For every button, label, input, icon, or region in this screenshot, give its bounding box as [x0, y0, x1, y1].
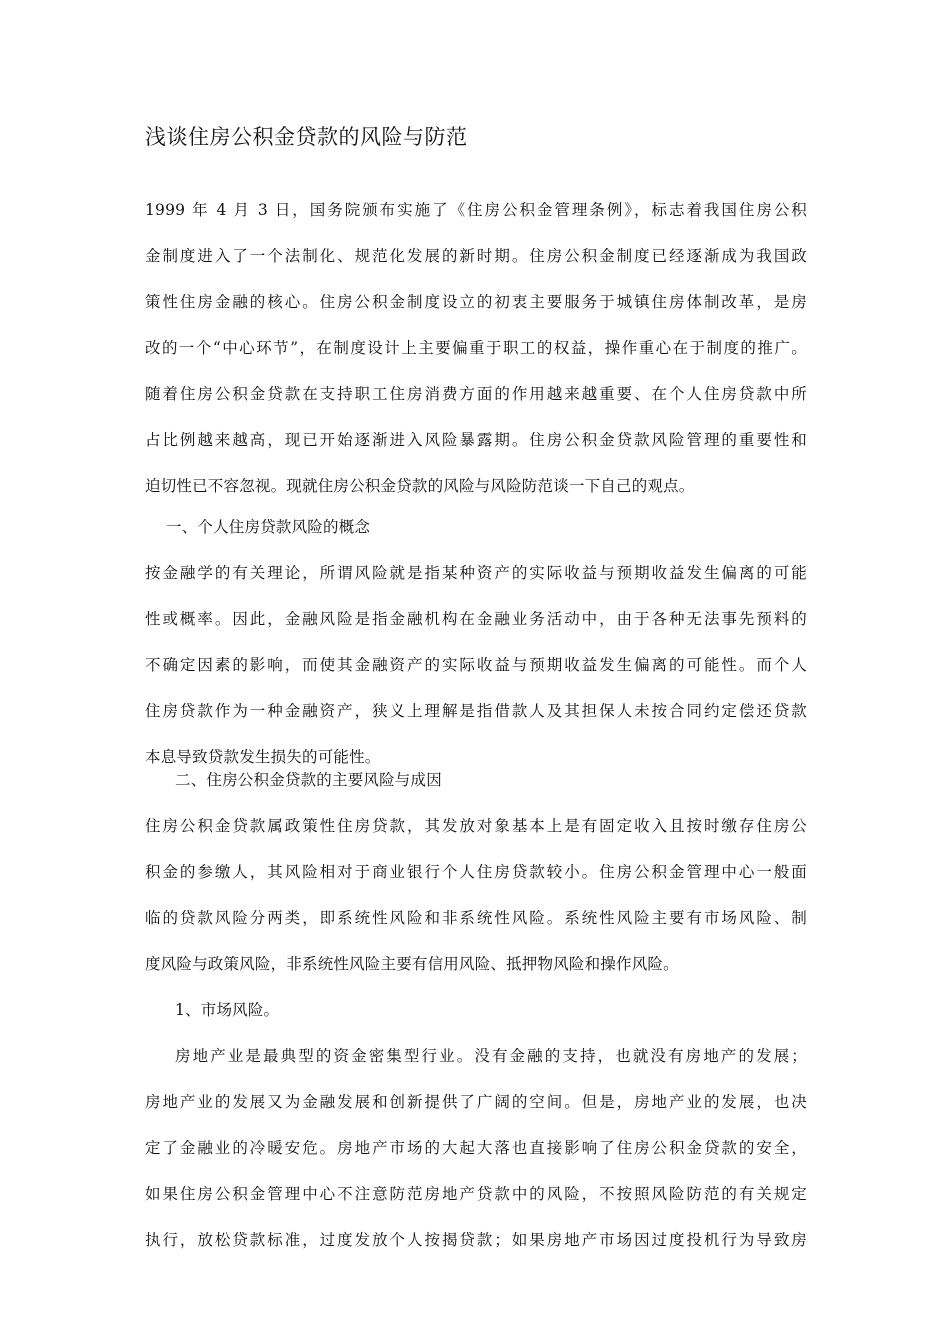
paragraph-line: 临的贷款风险分两类，即系统性风险和非系统性风险。系统性风险主要有市场风险、制 — [145, 909, 807, 927]
section2 — [145, 757, 807, 1263]
paragraph-line: 改的一个“中心环节”，在制度设计上主要偏重于职工的权益，操作重心在于制度的推广。 — [145, 339, 807, 357]
paragraph-line: 不确定因素的影响，而使其金融资产的实际收益与预期收益发生偏离的可能性。而个人 — [145, 656, 807, 674]
section1 — [145, 504, 807, 780]
subsection1-heading: 1、市场风险。 — [175, 1001, 280, 1019]
paragraph-line: 策性住房金融的核心。住房公积金制度设立的初衷主要服务于城镇住房体制改革，是房 — [145, 293, 807, 311]
paragraph-line: 性或概率。因此，金融风险是指金融机构在金融业务活动中，由于各种无法事先预料的 — [145, 610, 807, 628]
paragraph-line: 按金融学的有关理论，所谓风险就是指某种资产的实际收益与预期收益发生偏离的可能 — [145, 564, 807, 582]
section2-heading: 二、住房公积金贷款的主要风险与成因 — [175, 771, 442, 789]
paragraph-line: 执行，放松贷款标准，过度发放个人按揭贷款；如果房地产市场因过度投机行为导致房 — [145, 1231, 807, 1249]
paragraph-line: 1999 年 4 月 3 日，国务院颁布实施了《住房公积金管理条例》，标志着我国住房公积 — [145, 201, 807, 219]
paragraph-line: 积金的参缴人，其风险相对于商业银行个人住房贷款较小。住房公积金管理中心一般面 — [145, 863, 807, 881]
paragraph-line: 度风险与政策风险，非系统性风险主要有信用风险、抵押物风险和操作风险。 — [145, 955, 679, 973]
paragraph-line: 住房公积金贷款属政策性住房贷款，其发放对象基本上是有固定收入且按时缴存住房公 — [145, 817, 807, 835]
paragraph-line: 住房贷款作为一种金融资产，狭义上理解是指借款人及其担保人未按合同约定偿还贷款 — [145, 702, 807, 720]
paragraph-line: 占比例越来越高，现已开始逐渐进入风险暴露期。住房公积金贷款风险管理的重要性和 — [145, 431, 807, 449]
paragraph-line: 房地产业的发展又为金融发展和创新提供了广阔的空间。但是，房地产业的发展，也决 — [145, 1093, 807, 1111]
paragraph-line: 如果住房公积金管理中心不注意防范房地产贷款中的风险，不按照风险防范的有关规定 — [145, 1185, 807, 1203]
paragraph-line: 金制度进入了一个法制化、规范化发展的新时期。住房公积金制度已经逐渐成为我国政 — [145, 247, 807, 265]
document-title: 浅谈住房公积金贷款的风险与防范 — [145, 125, 468, 149]
paragraph-line: 房地产业是最典型的资金密集型行业。没有金融的支持，也就没有房地产的发展； — [175, 1047, 807, 1065]
section1-heading: 一、个人住房贷款风险的概念 — [166, 518, 371, 536]
paragraph-line: 迫切性已不容忽视。现就住房公积金贷款的风险与风险防范谈一下自己的观点。 — [145, 477, 695, 495]
paragraph-line: 随着住房公积金贷款在支持职工住房消费方面的作用越来越重要、在个人住房贷款中所 — [145, 385, 807, 403]
paragraph-line: 本息导致贷款发生损失的可能性。 — [145, 748, 381, 766]
intro-paragraph — [145, 187, 807, 509]
paragraph-line: 定了金融业的冷暖安危。房地产市场的大起大落也直接影响了住房公积金贷款的安全， — [145, 1139, 807, 1157]
